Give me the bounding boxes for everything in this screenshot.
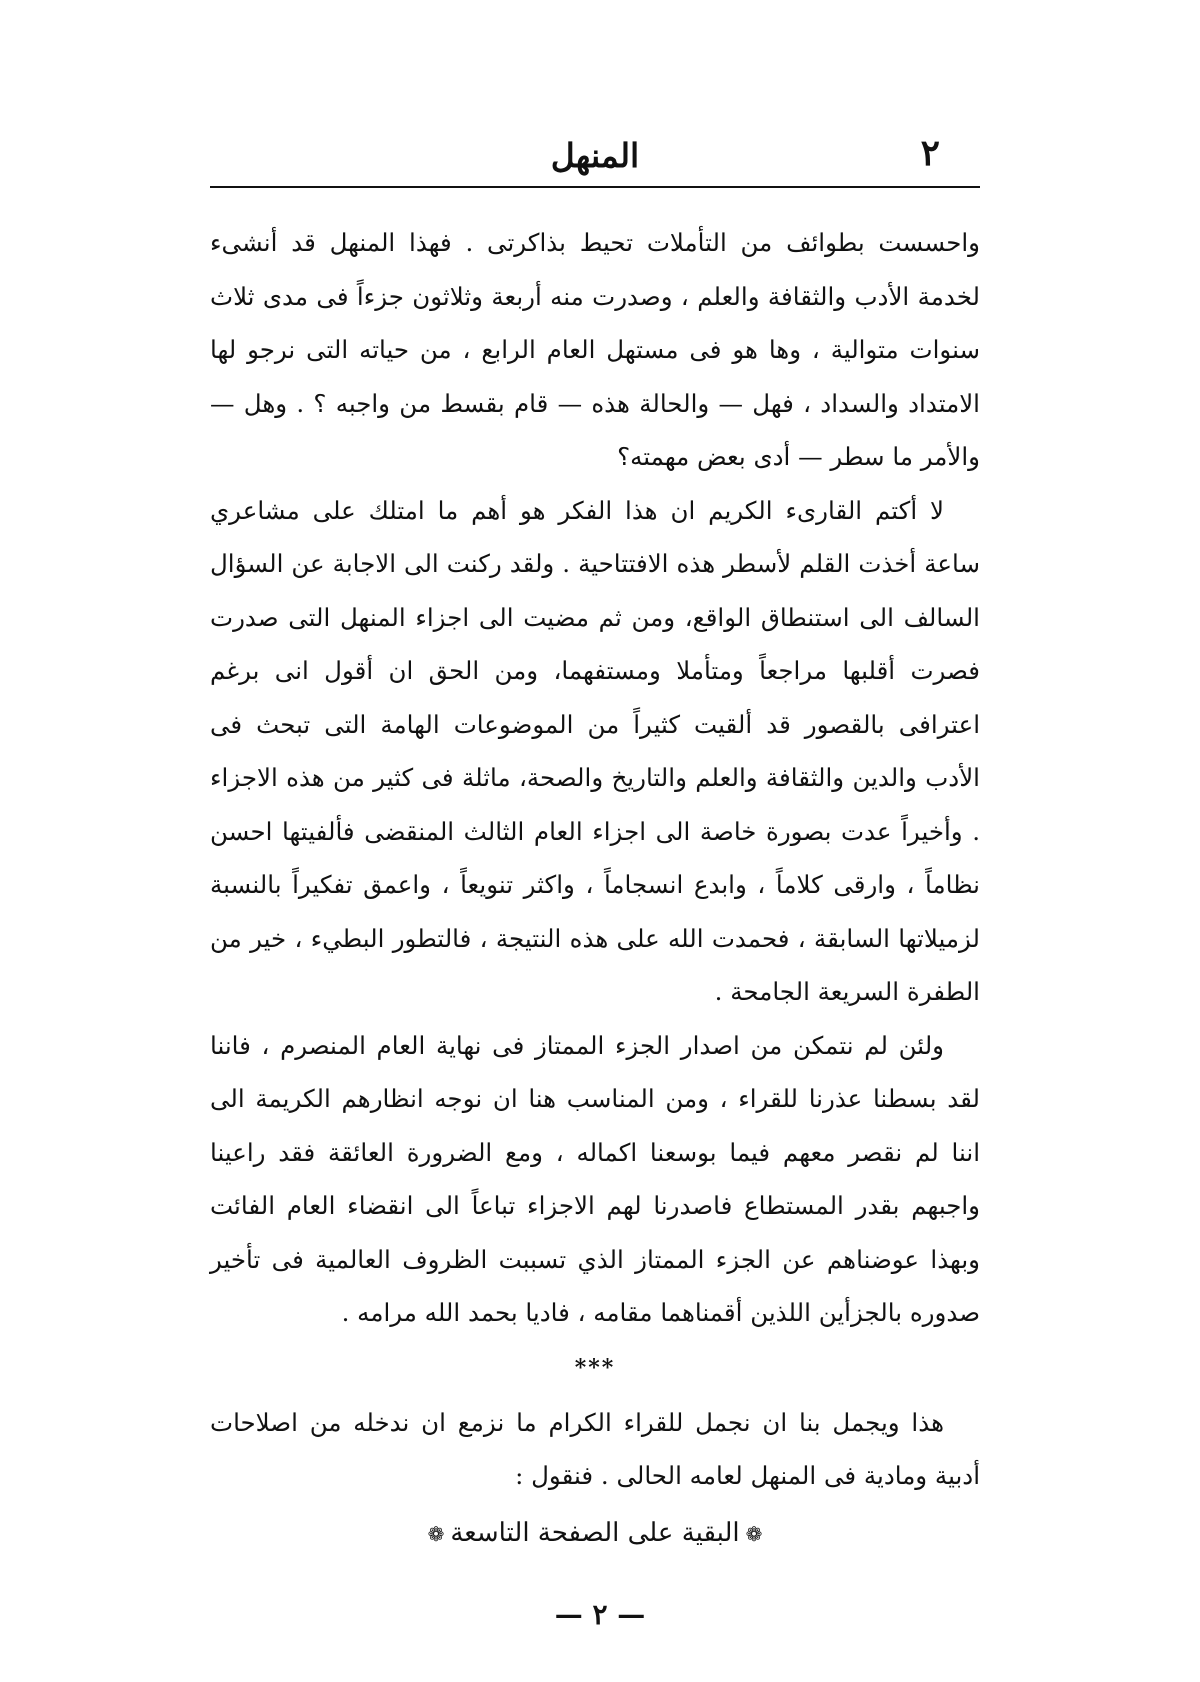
paragraph-1: واحسست بطوائف من التأملات تحيط بذاكرتى . فهذا المنهل قد أنشىء لخدمة الأدب والثقافة والعلم ، وصدرت منه أربعة وثلاثون جزءاً فى مدى ثلاث سنوات متوالية ، وها هو فى مستهل العام الرابع ، من حياته التى نرجو لها الامتداد والسداد ، فهل — والحالة هذه — قام بقسط من واجبه ؟ . وهل — والأمر ما سطر — أدى بعض مهمته؟ <box>210 228 980 471</box>
paragraph-3: ولئن لم نتمكن من اصدار الجزء الممتاز فى نهاية العام المنصرم ، فاننا لقد بسطنا عذرنا للقراء ، ومن المناسب هنا ان نوجه انظارهم الكريمة الى اننا لم نقصر معهم فيما بوسعنا اكماله ، ومع الضرورة العائقة فقد راعينا واجبهم بقدر المستطاع فاصدرنا لهم الاجزاء تباعاً الى انقضاء العام الفائت وبهذا عوضناهم عن الجزء الممتاز الذي تسببت الظروف العالمية فى تأخير صدوره بالجزأين اللذين أقمناهما مقامه ، فاديا بحمد الله مرامه . <box>210 1030 980 1327</box>
continued-note-text: البقية على الصفحة التاسعة <box>450 1517 740 1548</box>
ornament-left-icon: ❁ <box>427 1521 445 1546</box>
article-body <box>210 216 980 1564</box>
paragraph-2: لا أكتم القارىء الكريم ان هذا الفكر هو أهم ما امتلك على مشاعري ساعة أخذت القلم لأسطر هذه الافتتاحية . ولقد ركنت الى الاجابة عن السؤال السالف الى استنطاق الواقع، ومن ثم مضيت الى اجزاء المنهل التى صدرت فصرت أقلبها مراجعاً ومتأملا ومستفهما، ومن الحق ان أقول انى برغم اعترافى بالقصور قد ألقيت كثيراً من الموضوعات الهامة التى تبحث فى الأدب والدين والثقافة والعلم والتاريخ والصحة، ماثلة فى كثير من هذه الاجزاء . وأخيراً عدت بصورة خاصة الى اجزاء العام الثالث المنقضى فألفيتها احسن نظاماً ، وارقى كلاماً ، وابدع انسجاماً ، واكثر تنويعاً ، واعمق تفكيراً بالنسبة لزميلاتها السابقة ، فحمدت الله على هذه النتيجة ، فالتطور البطيء ، خير من الطفرة السريعة الجامحة . <box>210 495 980 1006</box>
header-divider <box>210 186 980 188</box>
running-title: المنهل <box>550 136 640 175</box>
ornament-right-icon: ❁ <box>745 1521 763 1546</box>
closing-paragraph: هذا ويجمل بنا ان نجمل للقراء الكرام ما نزمع ان ندخله من اصلاحات أدبية ومادية فى المنهل لعامه الحالى . فنقول : <box>210 1407 980 1490</box>
header-page-number: ٢ <box>920 132 940 174</box>
continued-note <box>210 1503 980 1564</box>
footer-page-number: — ٢ — <box>554 1598 646 1631</box>
page-header <box>210 122 980 182</box>
section-separator: *** <box>574 1354 616 1381</box>
